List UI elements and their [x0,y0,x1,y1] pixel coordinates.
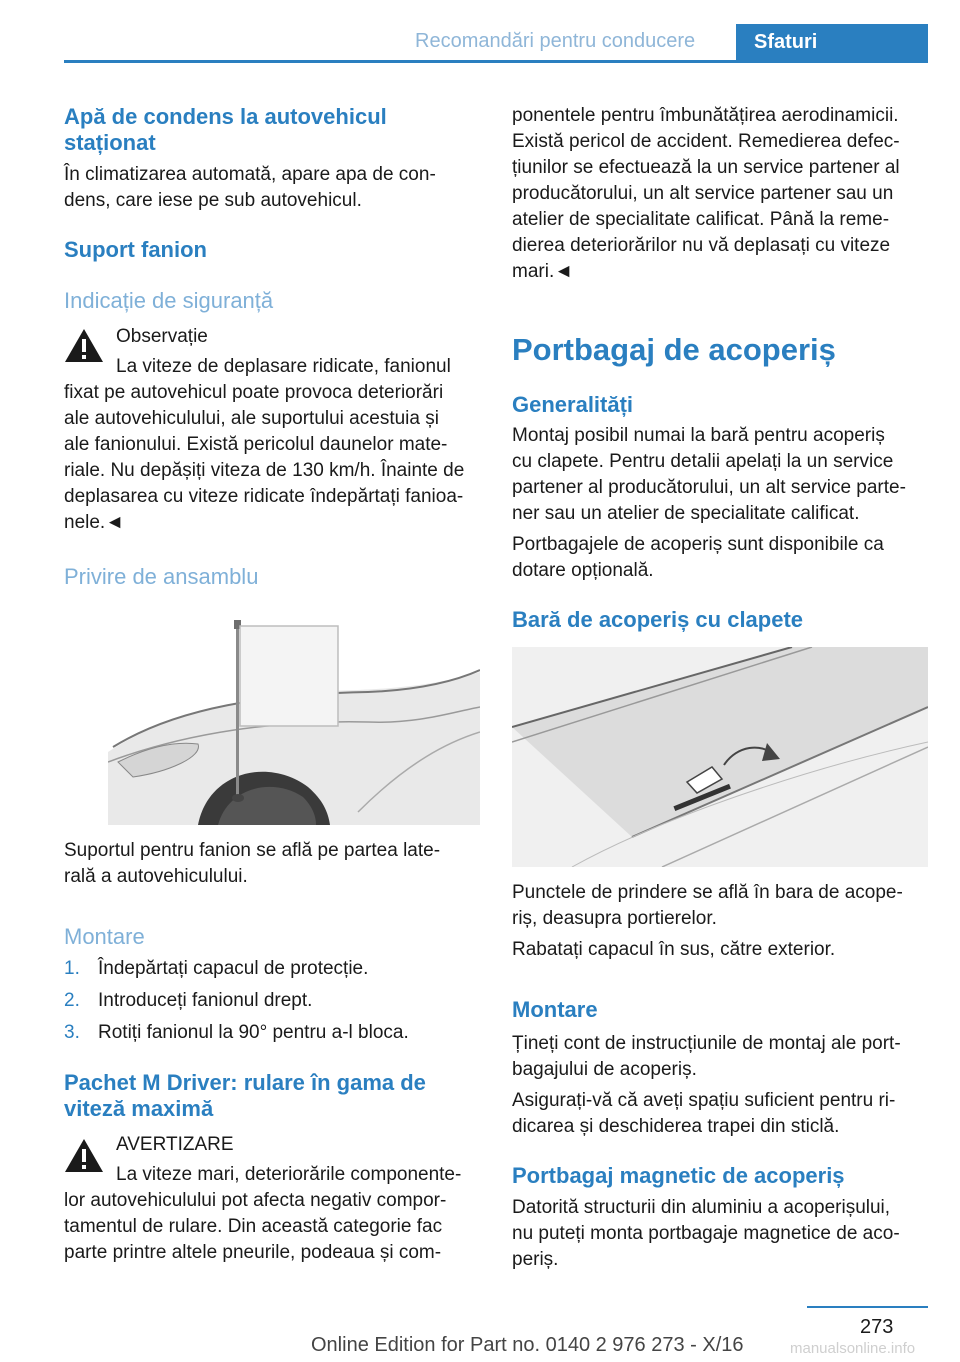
warning-text: ale autovehiculului, ale suportului acestuia și [64,408,439,429]
step-number: 2. [64,990,80,1011]
header-section-title: Recomandări pentru conducere [415,30,696,52]
generalitati-text: partener al producătorului, un alt service parte- [512,477,906,498]
watermark: manualsonline.info [790,1340,916,1357]
generalitati-text: dotare opțională. [512,560,654,581]
generalitati-text: cu clapete. Pentru detalii apelați la un service [512,451,894,472]
portbagaj-magnetic-title: Portbagaj magnetic de acoperiș [512,1163,845,1188]
magnetic-text: nu puteți monta portbagaje magnetice de aco- [512,1223,900,1244]
continuation-text: Există pericol de accident. Remedierea defec- [512,131,900,152]
header-chapter-tab [736,24,928,62]
warning-label: AVERTIZARE [116,1134,234,1155]
page-number: 273 [860,1316,894,1338]
continuation-text: mari.◄ [512,261,574,282]
header-rule [64,60,928,63]
warning-text: La viteze mari, deteriorările componente- [116,1164,462,1185]
warning-label: Observație [116,326,208,347]
warning-text: ale fanionului. Există pericolul daunelor mate- [64,434,448,455]
montare-text: Asigurați-vă că aveți spațiu suficient pentru ri- [512,1090,896,1111]
continuation-text: atelier de specialitate calificat. Până la reme- [512,209,890,230]
suport-fanion-title: Suport fanion [64,237,207,262]
warning-text: riale. Nu depășiți viteza de 130 km/h. Înainte de [64,460,465,481]
montare-title: Montare [64,924,145,949]
generalitati-title: Generalități [512,392,634,417]
step-text: Introduceți fanionul drept. [98,990,313,1011]
bara-text: Punctele de prindere se află în bara de acope- [512,882,903,903]
continuation-text: producătorului, un alt service partener sau un [512,183,894,204]
warning-triangle-icon [64,328,104,363]
generalitati-text: ner sau un atelier de specialitate calificat. [512,503,860,524]
portbagaj-acoperis-title: Portbagaj de acoperiș [512,332,836,367]
pachet-driver-title-line2: viteză maximă [64,1096,214,1121]
warning-triangle-icon [64,1138,104,1173]
indicatie-siguranta-title: Indicație de siguranță [64,288,274,313]
montare-title: Montare [512,997,598,1022]
privire-ansamblu-title: Privire de ansamblu [64,564,259,589]
magnetic-text: Datorită structurii din aluminiu a acoperișului, [512,1197,891,1218]
warning-text: nele.◄ [64,512,125,533]
continuation-text: dierea deteriorărilor nu vă deplasați cu viteze [512,235,891,256]
edition-line: Online Edition for Part no. 0140 2 976 273 - X/16 [311,1334,744,1356]
generalitati-text: Montaj posibil numai la bară pentru acoperiș [512,425,885,446]
step-text: Îndepărtați capacul de protecție. [98,958,369,979]
warning-text: tamentul de rulare. Din această categorie fac [64,1216,443,1237]
montare-text: dicarea și deschiderea trapei din sticlă. [512,1116,840,1137]
step-text: Rotiți fanionul la 90° pentru a-l bloca. [98,1022,409,1043]
suport-description: Suportul pentru fanion se află pe partea late- [64,840,441,861]
continuation-text: ponentele pentru îmbunătățirea aerodinamicii. [512,105,899,126]
generalitati-text: Portbagajele de acoperiș sunt disponibile ca [512,534,884,555]
warning-text: La viteze de deplasare ridicate, fanionul [116,356,451,377]
condens-text: În climatizarea automată, apare apa de con- [64,164,436,185]
warning-text: parte printre altele pneurile, podeaua și com- [64,1242,442,1263]
condens-title-line1: Apă de condens la autovehicul [64,104,387,129]
pachet-driver-title-line1: Pachet M Driver: rulare în gama de [64,1070,426,1095]
footer-rule [807,1306,928,1308]
bara-text: riș, deasupra portierelor. [512,908,717,929]
warning-text: fixat pe autovehicul poate provoca deteriorări [64,382,444,403]
warning-text: deplasarea cu viteze ridicate îndepărtați fanioa- [64,486,464,507]
step-number: 1. [64,958,80,979]
suport-description: rală a autovehiculului. [64,866,248,887]
condens-title-line2: staționat [64,130,156,155]
step-number: 3. [64,1022,80,1043]
montare-text: bagajului de acoperiș. [512,1059,697,1080]
flag-holder-illustration [108,612,480,825]
bara-text: Rabatați capacul în sus, către exterior. [512,939,836,960]
header-chapter-label: Sfaturi [754,31,818,53]
continuation-text: țiunilor se efectuează la un service partener al [512,157,900,178]
magnetic-text: periș. [512,1249,559,1270]
warning-text: lor autovehiculului pot afecta negativ compor- [64,1190,447,1211]
condens-text: dens, care iese pe sub autovehicul. [64,190,362,211]
montare-text: Țineți cont de instrucțiunile de montaj ale port- [512,1033,901,1054]
bara-acoperis-title: Bară de acoperiș cu clapete [512,607,804,632]
roof-rail-illustration [512,647,928,867]
